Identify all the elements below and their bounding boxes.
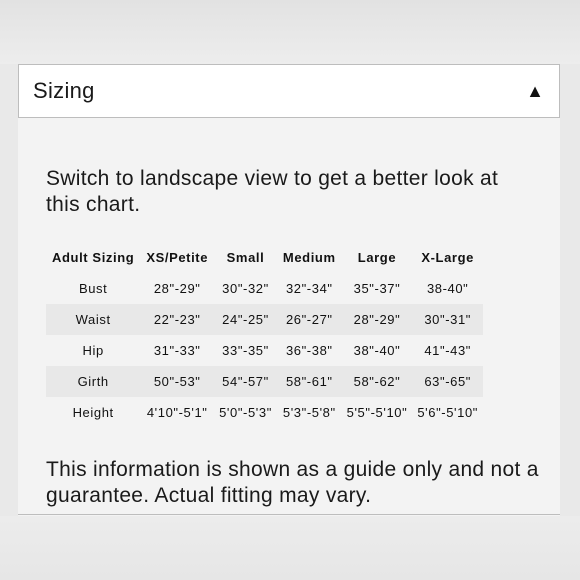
sizing-panel [18,64,560,516]
table-cell: 41"-43" [424,343,472,358]
table-cell: 24"-25" [214,304,277,335]
table-cell: 5'6"-5'10" [417,405,479,420]
table-cell: 36"-38" [285,343,333,358]
table-cell: 58"-62" [342,366,413,397]
table-cell: 22"-23" [140,304,214,335]
row-label: Hip [82,343,104,358]
table-cell: 5'3"-5'8" [282,405,336,420]
fit-disclaimer: This information is shown as a guide only and not a guarantee. Actual fitting may vary. [46,458,539,507]
collapse-arrow-icon[interactable]: ▲ [526,81,544,101]
size-chart-table [46,242,483,428]
table-row [46,335,483,366]
column-header: Small [226,250,265,265]
table-cell: 63"-65" [412,366,483,397]
table-cell: 28"-29" [342,304,413,335]
table-cell: 33"-35" [222,343,269,358]
sizing-accordion-header[interactable] [18,64,560,118]
table-row [46,397,483,428]
table-cell: 30"-31" [412,304,483,335]
table-cell: 5'0"-5'3" [219,405,272,420]
table-cell: 50"-53" [140,366,214,397]
table-row [46,366,483,397]
table-row [46,304,483,335]
row-label: Girth [46,366,140,397]
table-cell: 35"-37" [353,281,401,296]
row-label: Bust [78,281,108,296]
column-header: Large [357,250,397,265]
background-top [0,0,580,64]
table-cell: 28"-29" [153,281,201,296]
background-bottom [0,516,580,580]
table-cell: 32"-34" [285,281,333,296]
table-cell: 30"-32" [222,281,269,296]
column-header: Medium [282,250,336,265]
column-header: Adult Sizing [52,250,135,265]
accordion-title: Sizing [33,78,95,103]
column-header: X-Large [421,250,474,265]
table-cell: 58"-61" [277,366,342,397]
table-cell: 31"-33" [153,343,201,358]
row-label: Height [72,405,114,420]
table-cell: 4'10"-5'1" [146,405,208,420]
table-cell: 38-40" [426,281,469,296]
column-header: XS/Petite [146,250,209,265]
panel-bottom-divider [18,514,560,515]
table-cell: 26"-27" [277,304,342,335]
table-cell: 5'5"-5'10" [346,405,408,420]
table-cell: 38"-40" [353,343,401,358]
table-cell: 54"-57" [214,366,277,397]
table-header-row [46,242,483,273]
row-label: Waist [46,304,140,335]
table-row [46,273,483,304]
landscape-note: Switch to landscape view to get a better look at this chart. [46,167,499,216]
